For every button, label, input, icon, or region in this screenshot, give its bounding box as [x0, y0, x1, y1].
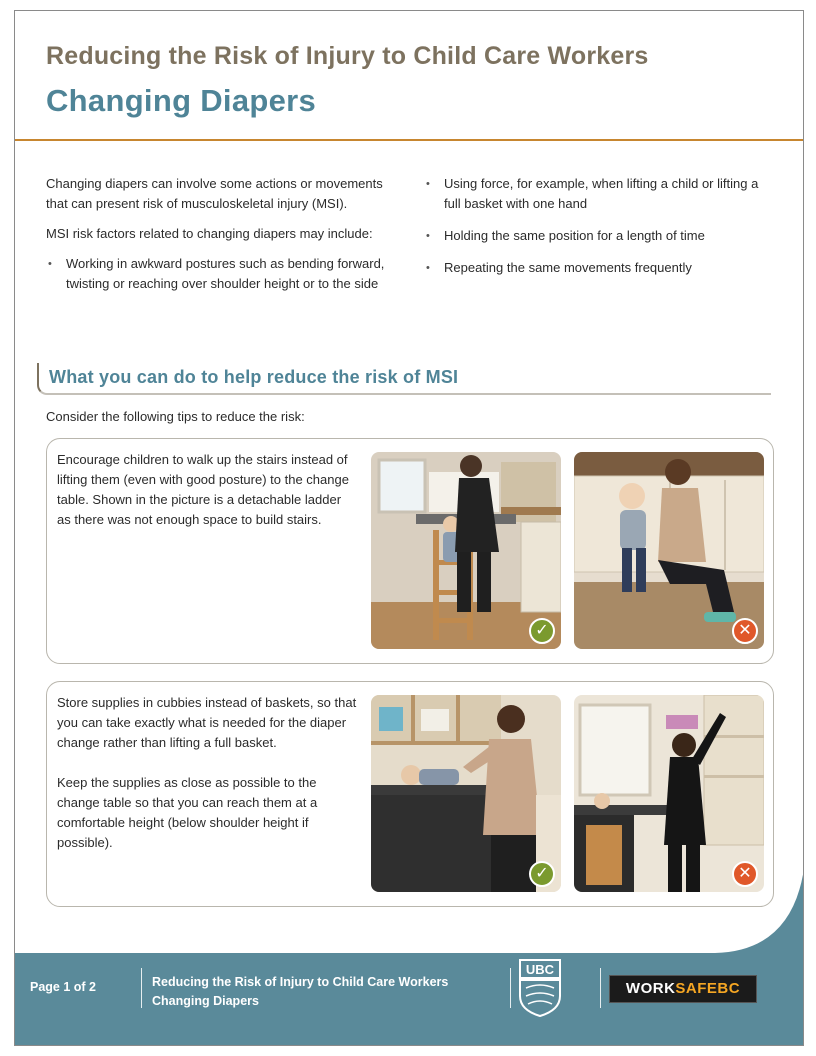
footer-divider [510, 968, 511, 1008]
cross-icon: ✕ [732, 618, 758, 644]
section-title: What you can do to help reduce the risk of MSI [49, 367, 459, 387]
risk-factor-item: • Repeating the same movements frequently [424, 258, 774, 278]
worksafebc-logo [609, 975, 757, 1003]
footer-divider [141, 968, 142, 1008]
intro-right-column [424, 174, 774, 290]
document-page [14, 10, 804, 1046]
footer-wave-band [15, 821, 804, 1046]
intro-paragraph: Changing diapers can involve some actions or movements that can present risk of musculoskeletal injury (MSI). [46, 176, 383, 211]
tip-text [57, 450, 357, 550]
worksafebc-logo-part: WORK [625, 980, 676, 997]
tip-paragraph: Store supplies in cubbies instead of baskets, so that you can take exactly what is needed for the diaper change rather than lifting a full basket. [57, 695, 357, 750]
document-title: Reducing the Risk of Injury to Child Care Workers [46, 42, 649, 70]
worksafebc-logo-part: SAFE [675, 980, 718, 997]
worksafebc-logo-part: BC [717, 980, 741, 997]
document-header [15, 11, 803, 141]
check-icon: ✓ [529, 618, 555, 644]
intro-left-column [46, 174, 406, 306]
document-subtitle: Changing Diapers [46, 83, 317, 118]
tip-paragraph: Encourage children to walk up the stairs instead of lifting them (even with good posture) to the change table. Shown in the picture is a detachable ladder as there was not enough space to build stairs. [57, 452, 349, 527]
risk-factor-item: • Working in awkward postures such as bending forward, twisting or reaching over shoulder height or to the side [46, 254, 406, 294]
page-number: Page 1 of 2 [30, 980, 96, 994]
check-icon: ✓ [529, 861, 555, 887]
footer-title-line: Changing Diapers [152, 994, 259, 1008]
photo-good-ladder [371, 452, 561, 649]
risk-factors-lead: MSI risk factors related to changing diapers may include: [46, 226, 373, 241]
footer-title-line: Reducing the Risk of Injury to Child Care Workers [152, 975, 449, 989]
photo-lifting-illustration [574, 452, 764, 649]
footer-divider [600, 968, 601, 1008]
risk-factor-list-right [424, 174, 774, 278]
section-heading-box [37, 363, 771, 395]
photo-bad-lifting [574, 452, 764, 649]
risk-factor-item: • Holding the same position for a length of time [424, 226, 774, 246]
worksafebc-logo-text [610, 976, 756, 1002]
ubc-logo-text: UBC [525, 962, 555, 977]
tips-intro: Consider the following tips to reduce the risk: [46, 409, 305, 424]
risk-factor-list-left [46, 254, 406, 294]
cross-icon: ✕ [732, 861, 758, 887]
tip-paragraph: Keep the supplies as close as possible to the change table so that you can reach them at a comfortable height (below shoulder height if possible). [57, 775, 318, 850]
risk-factor-item: • Using force, for example, when lifting a child or lifting a full basket with one hand [424, 174, 774, 214]
footer-title [152, 973, 448, 1011]
ubc-logo [518, 958, 562, 1018]
photo-ladder-illustration [371, 452, 561, 649]
tip-card-stairs [46, 438, 774, 664]
